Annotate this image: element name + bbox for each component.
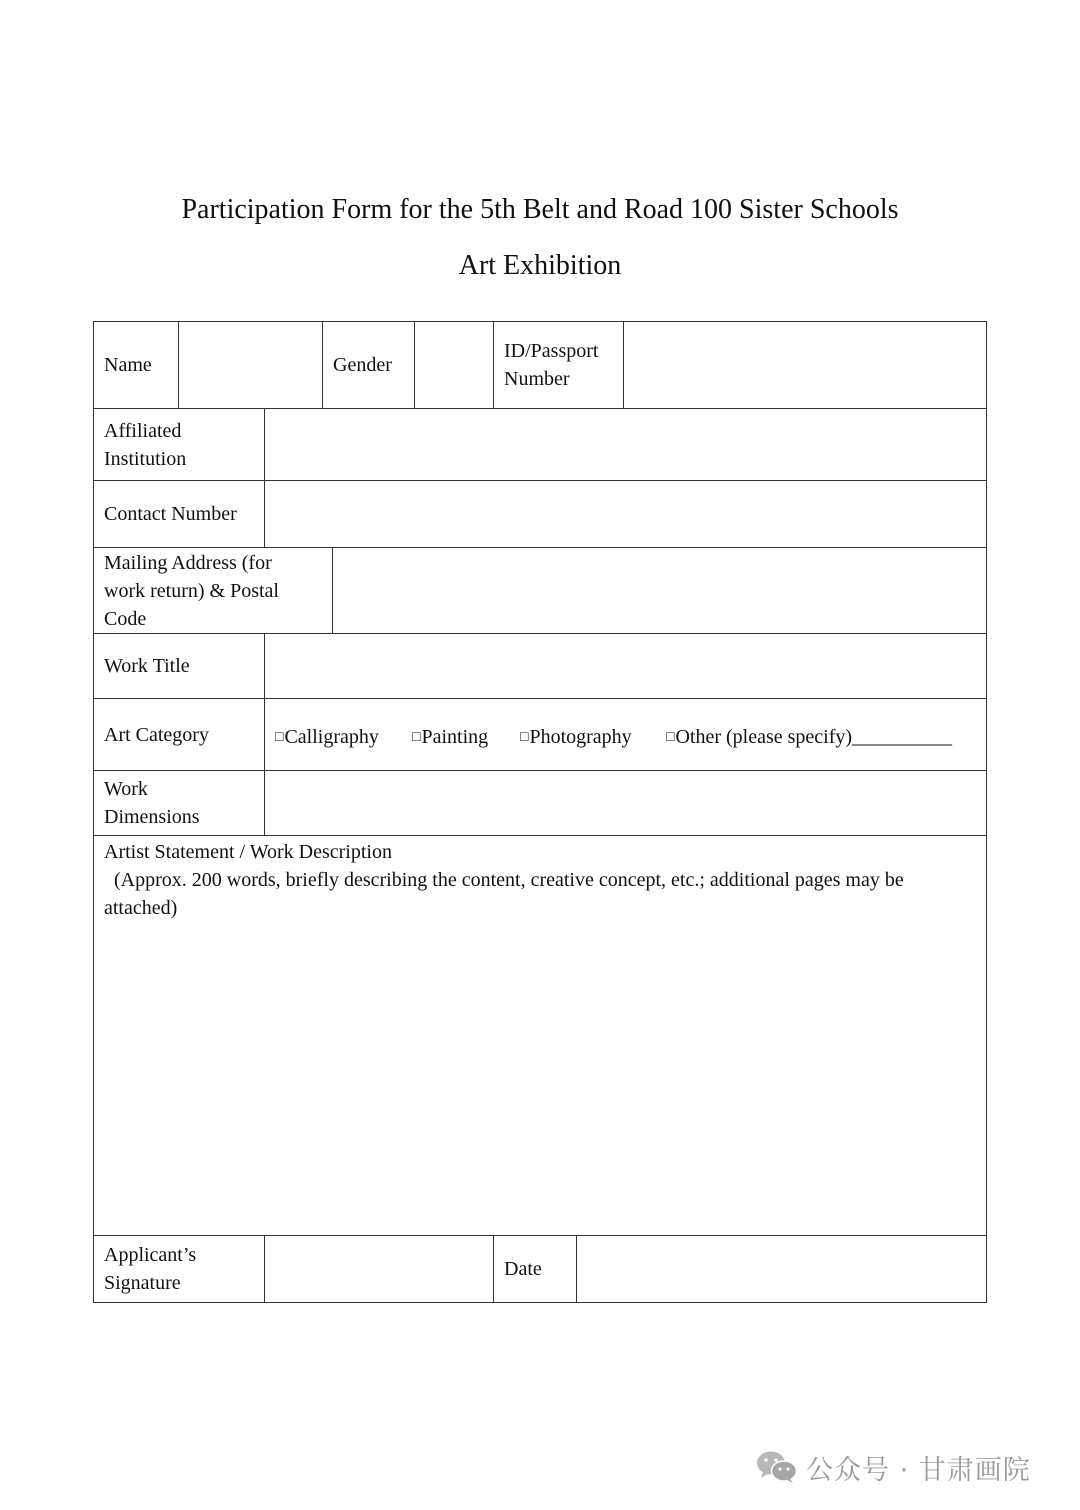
signature-label: Applicant’s Signature	[104, 1244, 197, 1294]
contact-number-label: Contact Number	[104, 503, 237, 525]
category-calligraphy-option[interactable]	[275, 724, 379, 750]
row-divider	[93, 408, 987, 409]
checkbox-icon[interactable]: □	[666, 730, 675, 745]
cell-divider	[264, 633, 265, 836]
category-other-option[interactable]	[666, 724, 952, 750]
category-painting-option[interactable]	[412, 724, 488, 750]
category-photography-option[interactable]	[520, 724, 632, 750]
row-divider	[93, 633, 987, 634]
cell-divider	[623, 321, 624, 409]
mailing-address-field[interactable]	[338, 555, 984, 629]
cell-divider	[322, 321, 323, 409]
category-label: Other (please specify)__________	[675, 726, 953, 748]
wechat-icon	[756, 1450, 798, 1484]
date-label: Date	[504, 1258, 542, 1280]
table-border-right	[986, 321, 987, 1303]
page-title-line2: Art Exhibition	[458, 250, 622, 281]
art-category-label: Art Category	[104, 723, 209, 746]
category-label: Calligraphy	[284, 726, 379, 748]
work-title-label: Work Title	[104, 655, 190, 677]
watermark-text: 公众号 · 甘肃画院	[806, 1454, 1031, 1486]
name-label: Name	[104, 354, 152, 376]
id-passport-label: ID/Passport Number	[504, 340, 599, 390]
id-passport-field[interactable]	[630, 330, 984, 402]
gender-field[interactable]	[420, 330, 492, 402]
date-field[interactable]	[582, 1242, 984, 1298]
institution-field[interactable]	[270, 416, 984, 476]
cell-divider	[414, 321, 415, 409]
contact-number-field[interactable]	[270, 487, 984, 543]
artist-statement-block	[104, 838, 978, 922]
category-label: Photography	[529, 726, 632, 748]
cell-divider	[264, 1235, 265, 1303]
institution-label: Affiliated Institution	[104, 419, 187, 470]
row-divider	[93, 770, 987, 771]
artist-statement-note: (Approx. 200 words, briefly describing the content, creative concept, etc.; additional pages may be attached)	[104, 869, 904, 919]
checkbox-icon[interactable]: □	[520, 730, 529, 745]
cell-divider	[493, 321, 494, 409]
table-border-bottom	[93, 1302, 987, 1303]
gender-label: Gender	[333, 354, 392, 376]
checkbox-icon[interactable]: □	[275, 730, 284, 745]
artist-statement-label: Artist Statement / Work Description	[104, 841, 392, 863]
row-divider	[93, 698, 987, 699]
row-divider	[93, 835, 987, 836]
cell-divider	[332, 547, 333, 634]
name-field[interactable]	[184, 330, 320, 402]
signature-field[interactable]	[270, 1242, 488, 1296]
work-dimensions-field[interactable]	[270, 777, 984, 831]
table-border-left	[93, 321, 94, 1303]
cell-divider	[178, 321, 179, 409]
cell-divider	[493, 1235, 494, 1303]
category-label: Painting	[421, 726, 489, 748]
cell-divider	[576, 1235, 577, 1303]
work-dimensions-label: Work Dimensions	[104, 778, 200, 828]
work-title-field[interactable]	[270, 640, 984, 694]
page-title-line1: Participation Form for the 5th Belt and Road 100 Sister Schools	[181, 194, 899, 225]
artist-statement-field[interactable]	[100, 930, 984, 1232]
watermark	[756, 1447, 1031, 1487]
mailing-address-label: Mailing Address (for work return) & Postal Code	[104, 551, 279, 630]
cell-divider	[264, 408, 265, 548]
checkbox-icon[interactable]: □	[412, 730, 421, 745]
